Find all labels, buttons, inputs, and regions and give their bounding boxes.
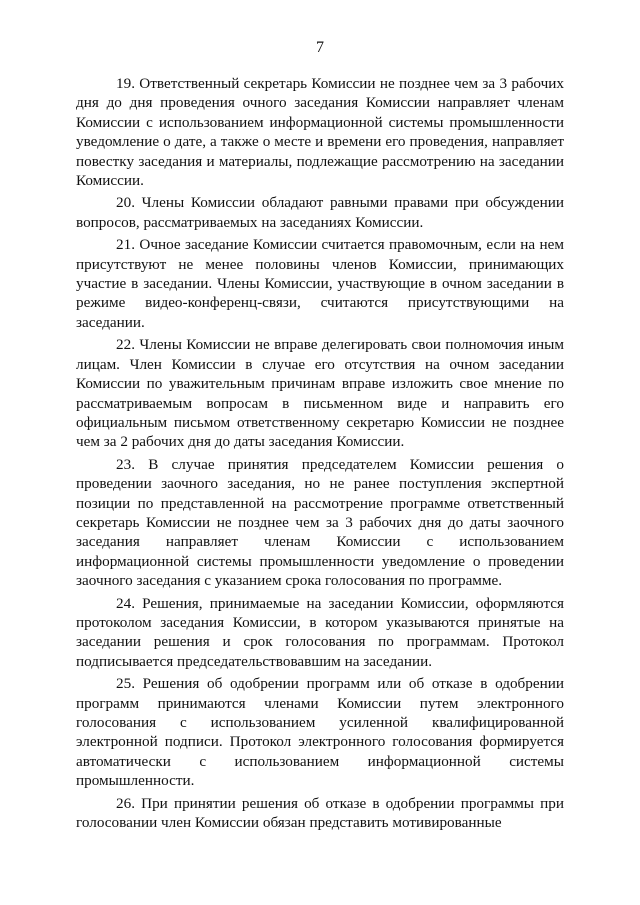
document-body [76, 74, 564, 835]
paragraph-26: 26. При принятии решения об отказе в одобрении программы при голосовании член Комиссии обязан представить мотивированные [76, 794, 564, 832]
paragraph-24: 24. Решения, принимаемые на заседании Комиссии, оформляются протоколом заседания Комиссии, в котором указываются принятые на заседании решения и срок голосования по программам. Протокол подписывается председательствовавшим на заседании. [76, 594, 564, 670]
paragraph-21: 21. Очное заседание Комиссии считается правомочным, если на нем присутствуют не менее половины членов Комиссии, принимающих участие в заседании. Члены Комиссии, участвующие в очном заседании в режиме видео-конференц-связи, считаются присутствующими на заседании. [76, 236, 564, 331]
paragraph-22: 22. Члены Комиссии не вправе делегировать свои полномочия иным лицам. Член Комиссии в случае его отсутствия на очном заседании Комиссии по уважительным причинам вправе изложить свое мнение по рассматриваемым вопросам в письменном виде и направить его официальным письмом ответственному секретарю Комиссии не позднее чем за 2 рабочих дня до даты заседания Комиссии. [76, 336, 564, 451]
page-number: 7 [316, 39, 324, 56]
paragraph-25: 25. Решения об одобрении программ или об отказе в одобрении программ принимаются членами Комиссии путем электронного голосования с использованием усиленной квалифицированной электронной подписи. Протокол электронного голосования формируется автоматически с использованием информационной системы промышленности. [76, 675, 564, 790]
paragraph-23: 23. В случае принятия председателем Комиссии решения о проведении заочного заседания, но не ранее поступления экспертной позиции по представленной на рассмотрение программе ответственный секретарь Комиссии не позднее чем за 3 рабочих дня до даты заочного заседания направляет членам Комиссии с использованием информационной системы промышленности уведомление о проведении заочного заседания с указанием срока голосования по программе. [76, 455, 564, 590]
paragraph-19: 19. Ответственный секретарь Комиссии не позднее чем за 3 рабочих дня до дня проведения очного заседания Комиссии направляет членам Комиссии с использованием информационной системы промышленности уведомление о дате, а также о месте и времени его проведения, направляет повестку заседания и материалы, подлежащие рассмотрению на заседании Комиссии. [76, 75, 564, 190]
paragraph-20: 20. Члены Комиссии обладают равными правами при обсуждении вопросов, рассматриваемых на заседаниях Комиссии. [76, 194, 564, 231]
